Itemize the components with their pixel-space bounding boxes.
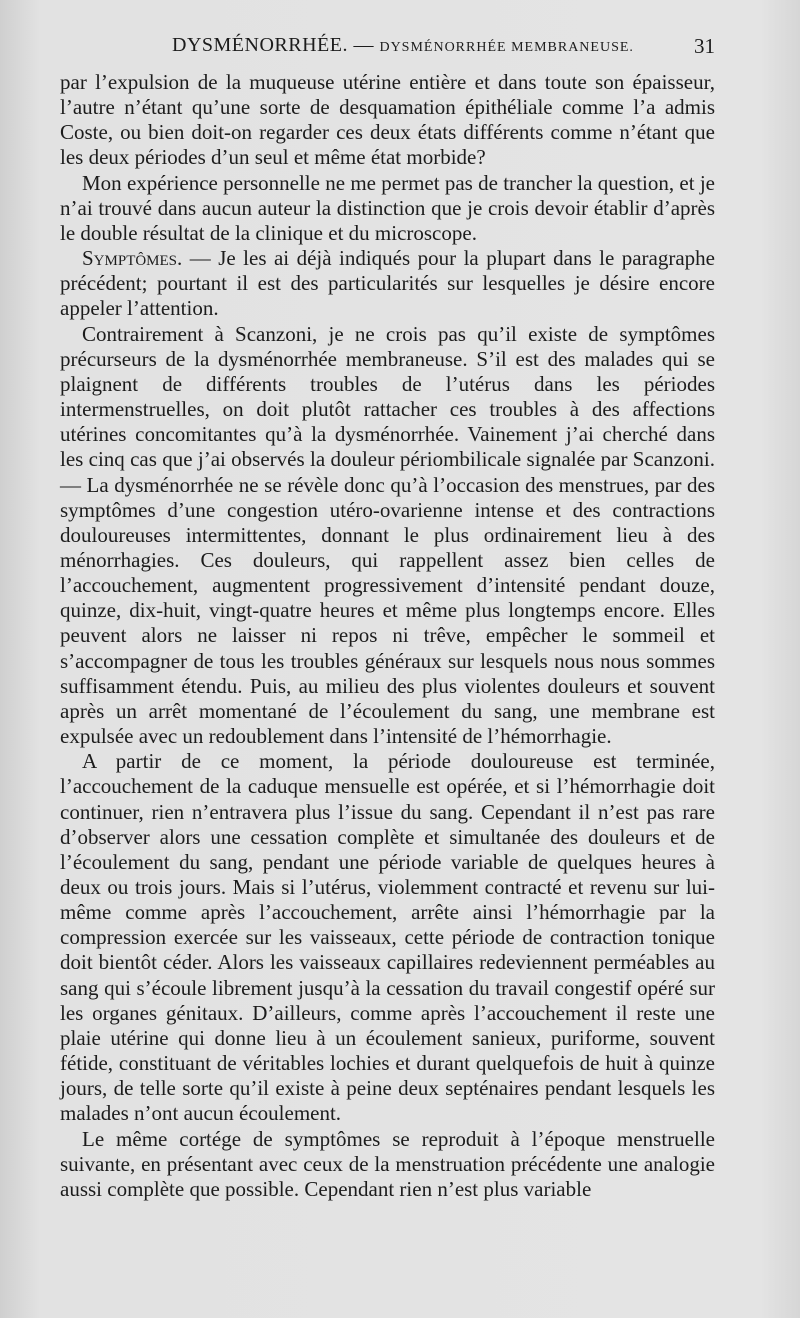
running-subtitle: DYSMÉNORRHÉE MEMBRANEUSE. <box>379 40 634 55</box>
paragraph-4: Contrairement à Scanzoni, je ne crois pas qu’il existe de symptômes précurseurs de la dysménorrhée membraneuse. S’il est des malades qui se plaignent de différents troubles de l’utérus dans les périodes intermenstruelles, on doit plutôt rattacher ces troubles à des affections utérines concomitantes qu’à la dysménorrhée. Vainement j’ai cherché dans les cinq cas que j’ai observés la douleur périombilicale signalée par Scanzoni. — La dysménorrhée ne se révèle donc qu’à l’occasion des menstrues, par des symptômes d’une congestion utéro-ovarienne intense et des contractions douloureuses intermittentes, donnant le plus ordinairement lieu à des ménorrhagies. Ces douleurs, qui rappellent assez bien celles de l’accouchement, augmentent progressivement d’intensité pendant douze, quinze, dix-huit, vingt-quatre heures et même plus longtemps encore. Elles peuvent alors ne laisser ni repos ni trêve, empêcher le sommeil et s’accompagner de tous les troubles généraux sur lesquels nous nous sommes suffisamment étendu. Puis, au milieu des plus violentes douleurs et souvent après un arrêt momentané de l’écoulement du sang, une membrane est expulsée avec un redoublement dans l’intensité de l’hémorrhagie. <box>60 321 715 749</box>
paragraph-5: A partir de ce moment, la période douloureuse est terminée, l’accouchement de la caduque mensuelle est opérée, et si l’hémorrhagie doit continuer, rien n’entravera plus l’issue du sang. Cependant il n’est pas rare d’observer alors une cessation complète et simultanée des douleurs et de l’écoulement du sang, pendant une période variable de quelques heures à deux ou trois jours. Mais si l’utérus, violemment contracté et revenu sur lui-même comme après l’accouchement, arrête ainsi l’hémorrhagie par la compression exercée sur les vaisseaux, cette période de contraction tonique doit bientôt céder. Alors les vaisseaux capillaires redeviennent perméables au sang qui s’écoule librement jusqu’à la cessation du travail congestif opéré sur les organes génitaux. D’ailleurs, comme après l’accouchement il reste une plaie utérine qui donne lieu à un écoulement sanieux, puriforme, souvent fétide, constituant de véritables lochies et durant quelquefois de huit à quinze jours, de telle sorte qu’il existe à peine deux septénaires pendant lesquels les malades n’ont aucun écoulement. <box>60 749 715 1126</box>
running-title <box>172 34 634 57</box>
paragraph-1: par l’expulsion de la muqueuse utérine entière et dans toute son épaisseur, l’autre n’étant qu’une sorte de desquamation épithéliale comme l’a admis Coste, ou bien doit-on regarder ces deux états différents comme n’étant que les deux périodes d’un seul et même état morbide? <box>60 70 715 170</box>
paragraph-2: Mon expérience personnelle ne me permet pas de trancher la question, et je n’ai trouvé dans aucun auteur la distinction que je crois devoir établir d’après le double résultat de la clinique et du microscope. <box>60 170 715 245</box>
section-heading-symptoms: Symptômes. <box>82 246 183 271</box>
body-text <box>60 70 715 1202</box>
running-title-main: DYSMÉNORRHÉE. <box>172 34 348 56</box>
running-header <box>60 34 715 66</box>
running-title-dash: — <box>353 34 374 56</box>
paragraph-symptoms-text: — Je les ai déjà indiqués pour la plupart dans le paragraphe précédent; pourtant il est des particularités sur lesquelles je désire encore appeler l’attention. <box>60 246 715 321</box>
page-number: 31 <box>694 34 715 58</box>
paragraph-6: Le même cortége de symptômes se reproduit à l’époque menstruelle suivante, en présentant avec ceux de la menstruation précédente une analogie aussi complète que possible. Cependant rien n’est plus variable <box>60 1126 715 1201</box>
paragraph-symptoms <box>60 246 715 321</box>
